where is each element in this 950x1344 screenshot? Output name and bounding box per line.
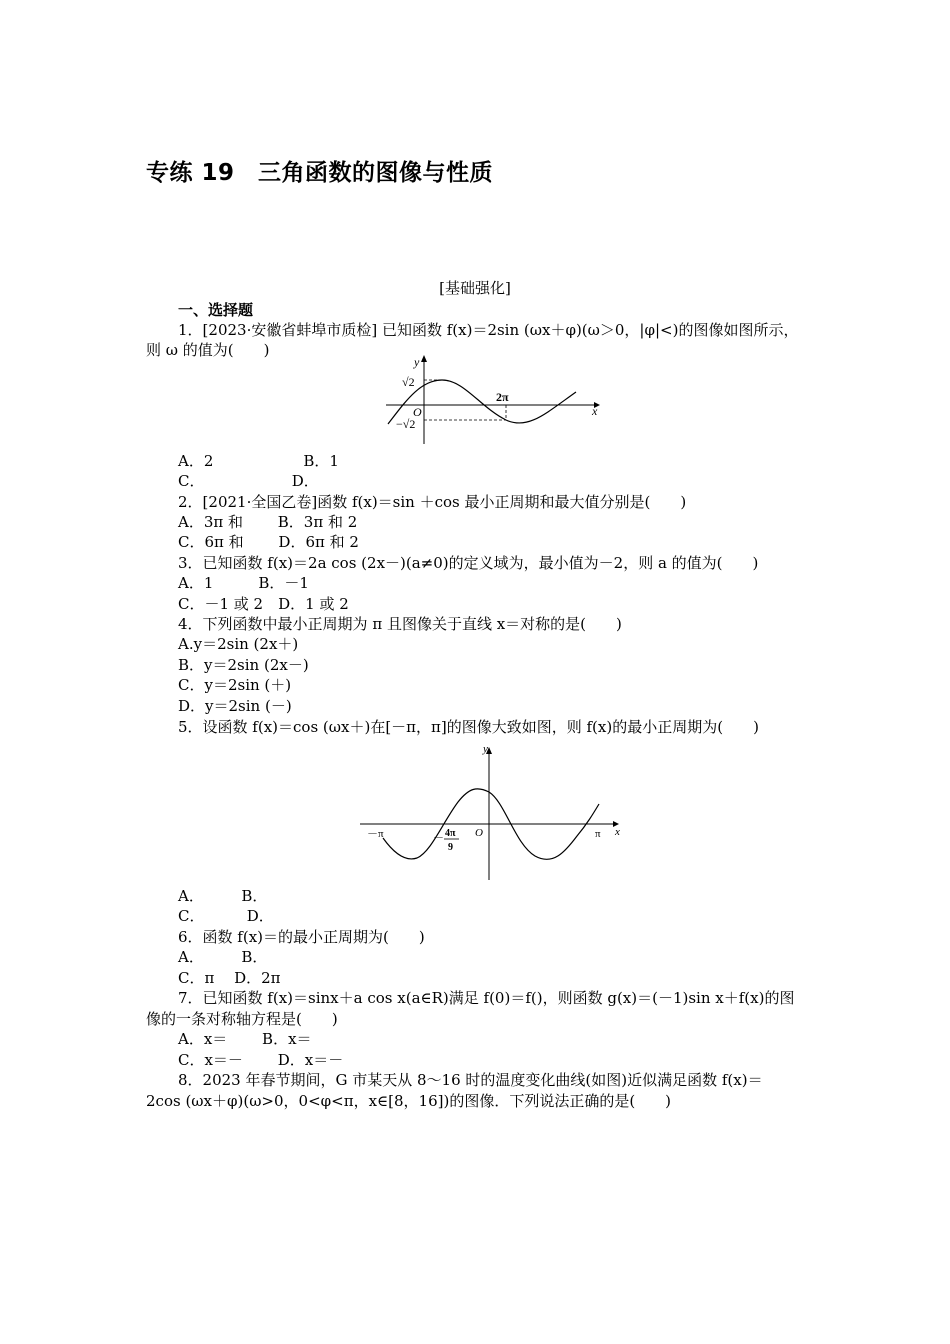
fig1-ytop: √2 [402,375,415,389]
fig2-frac-num: 4π [445,828,456,839]
question-2: 2．[2021·全国乙卷]函数 f(x)＝sin ＋cos 最小正周期和最大值分别是( ) [178,493,687,511]
fig1-x-label: x [592,404,598,418]
section-heading: [基础强化] [439,279,511,297]
fig2-y-label: y [483,743,488,755]
fig2-x-label: x [615,826,620,838]
fig2-minus: － [433,832,444,844]
question-3: 3．已知函数 f(x)＝2a cos (2x－)(a≠0)的定义域为，最小值为－2，则 a 的值为( ) [178,554,759,572]
q5-options-cd: C． D． [178,907,274,925]
q3-options-cd: C．－1 或 2 D．1 或 2 [178,595,349,613]
q1-options-ab: A．2 B．1 [178,452,339,470]
fig2-frac-den: 9 [448,842,453,853]
q4-option-b: B．y＝2sin (2x－) [178,656,309,674]
fig1-origin: O [413,405,422,419]
question-8: 8．2023 年春节期间，G 市某天从 8～16 时的温度变化曲线(如图)近似满足函数 f(x)＝ [178,1071,763,1089]
q1-options-cd: C． D． [178,472,319,490]
question-7: 7．已知函数 f(x)＝sinx＋a cos x(a∈R)满足 f(0)＝f()，则函数 g(x)＝(－1)sin x＋f(x)的图 [178,989,795,1007]
q5-options-ab: A． B． [178,887,268,905]
page-title: 专练 19 三角函数的图像与性质 [146,160,494,186]
q2-options-ab: A．3π 和 B．3π 和 2 [178,513,358,531]
question-6: 6．函数 f(x)＝的最小正周期为( ) [178,928,425,946]
q4-option-c: C．y＝2sin (＋) [178,676,292,694]
q6-options-ab: A． B． [178,948,268,966]
part-heading: 一、选择题 [178,301,254,319]
fig2-pi: π [595,828,601,840]
question-1: 1．[2023·安徽省蚌埠市质检] 已知函数 f(x)＝2sin (ωx＋φ)(ω＞0，|φ|<)的图像如图所示， [178,321,799,339]
q2-options-cd: C．6π 和 D．6π 和 2 [178,533,359,551]
q4-option-a: A.y＝2sin (2x＋) [178,635,299,653]
q6-options-cd: C．π D．2π [178,969,281,987]
fig2-neg-pi: －π [367,828,384,840]
question-1-cont: 则 ω 的值为( ) [146,341,270,359]
question-4: 4．下列函数中最小正周期为 π 且图像关于直线 x＝对称的是( ) [178,615,622,633]
question-5: 5．设函数 f(x)＝cos (ωx＋)在[－π，π]的图像大致如图，则 f(x)的最小正周期为( ) [178,718,759,736]
question-7-cont: 像的一条对称轴方程是( ) [146,1010,338,1028]
figure-2-cosine-graph [355,740,630,885]
q3-options-ab: A．1 B．－1 [178,574,309,592]
fig2-origin: O [475,827,483,839]
question-8-cont: 2cos (ωx＋φ)(ω>0，0<φ<π，x∈[8，16])的图像．下列说法正确的是( ) [146,1092,672,1110]
fig1-xmark: 2π [496,390,509,404]
q7-options-ab: A．x＝ B．x＝ [178,1030,312,1048]
fig1-y-label: y [414,355,420,369]
q4-option-d: D．y＝2sin (－) [178,697,292,715]
q7-options-cd: C．x＝－ D．x＝－ [178,1051,344,1069]
figure-1-sine-graph [380,352,610,448]
fig1-ybot: −√2 [396,417,416,431]
